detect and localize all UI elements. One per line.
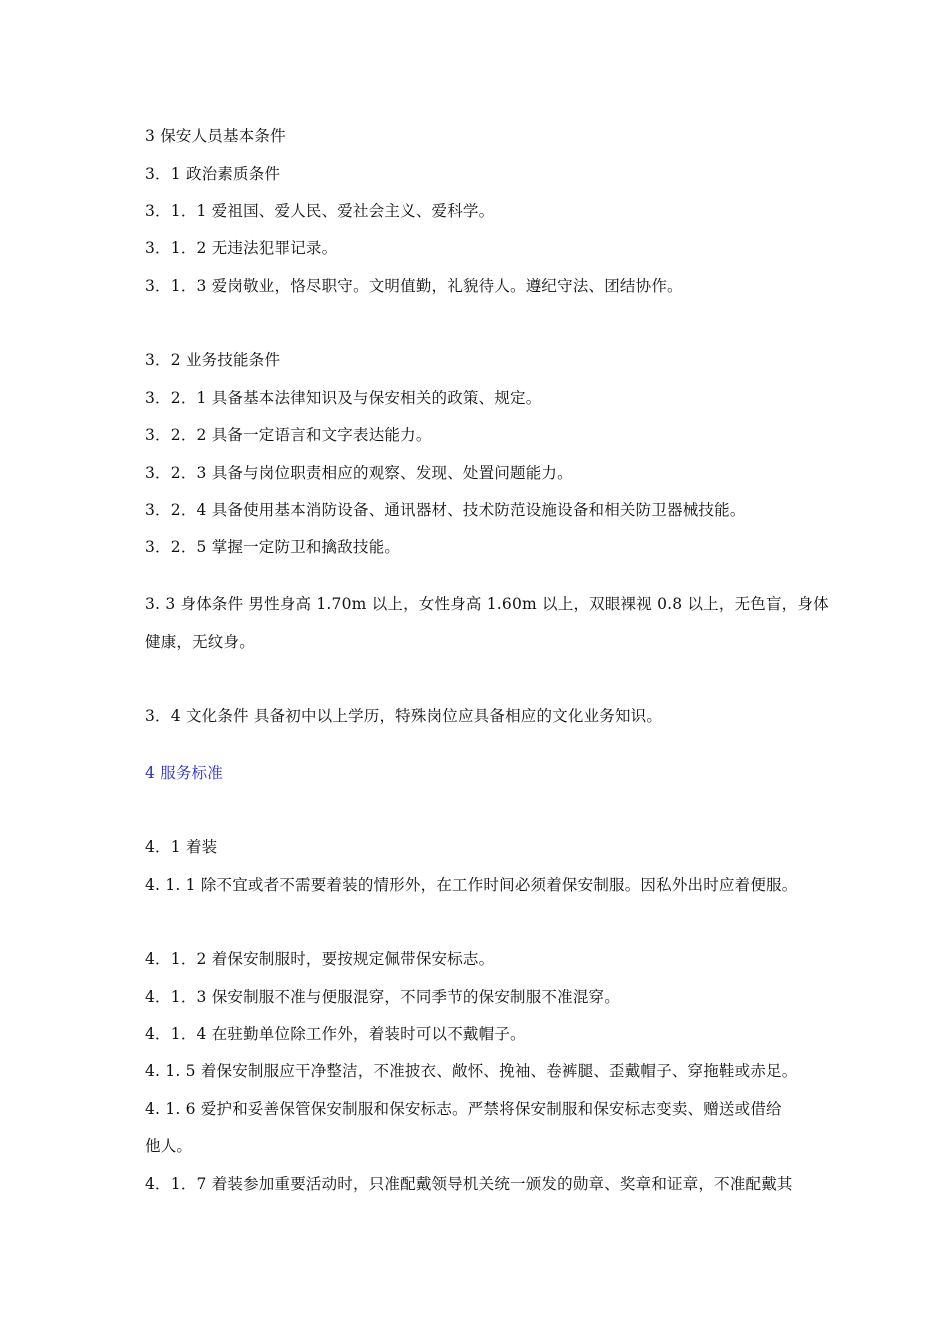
paragraph-line: 健康，无纹身。	[145, 633, 255, 651]
paragraph-line: 3．2．2 具备一定语言和文字表达能力。	[145, 426, 432, 444]
paragraph-line: 4．1．4 在驻勤单位除工作外，着装时可以不戴帽子。	[145, 1025, 526, 1043]
paragraph-line: 4. 1. 6 爱护和妥善保管保安制服和保安标志。严禁将保安制服和保安标志变卖、赠送或借给	[145, 1100, 782, 1118]
paragraph-line: 4．1．2 着保安制服时，要按规定佩带保安标志。	[145, 950, 495, 968]
paragraph-line: 3．2．5 掌握一定防卫和擒敌技能。	[145, 538, 401, 556]
section-4-heading: 4 服务标准	[145, 764, 223, 782]
section-3-4-paragraph: 3．4 文化条件 具备初中以上学历，特殊岗位应具备相应的文化业务知识。	[145, 707, 663, 725]
paragraph-line: 4. 1. 1 除不宜或者不需要着装的情形外，在工作时间必须着保安制服。因私外出时应着便服。	[145, 876, 798, 894]
section-4-1-heading: 4．1 着装	[145, 838, 218, 856]
paragraph-line: 4. 1. 5 着保安制服应干净整洁，不准披衣、敞怀、挽袖、卷裤腿、歪戴帽子、穿拖鞋或赤足。	[145, 1062, 798, 1080]
section-3-3-paragraph: 3. 3 身体条件 男性身高 1.70m 以上，女性身高 1.60m 以上，双眼裸视 0.8 以上，无色盲，身体	[145, 595, 829, 613]
paragraph-line: 3．2．1 具备基本法律知识及与保安相关的政策、规定。	[145, 389, 542, 407]
section-3-1-heading: 3．1 政治素质条件	[145, 165, 281, 183]
section-3-2-heading: 3．2 业务技能条件	[145, 351, 281, 369]
paragraph-line: 他人。	[145, 1137, 193, 1155]
paragraph-line: 4．1．3 保安制服不准与便服混穿，不同季节的保安制服不准混穿。	[145, 988, 620, 1006]
paragraph-line: 3．2．4 具备使用基本消防设备、通讯器材、技术防范设施设备和相关防卫器械技能。	[145, 501, 746, 519]
paragraph-line: 3．2．3 具备与岗位职责相应的观察、发现、处置问题能力。	[145, 464, 573, 482]
paragraph-line: 3．1．2 无违法犯罪记录。	[145, 239, 338, 257]
paragraph-line: 4．1．7 着装参加重要活动时，只准配戴领导机关统一颁发的勋章、奖章和证章，不准配戴其	[145, 1175, 793, 1193]
section-3-heading: 3 保安人员基本条件	[145, 127, 286, 145]
paragraph-line: 3．1．1 爱祖国、爱人民、爱社会主义、爱科学。	[145, 202, 495, 220]
paragraph-line: 3．1．3 爱岗敬业，恪尽职守。文明值勤，礼貌待人。遵纪守法、团结协作。	[145, 277, 683, 295]
